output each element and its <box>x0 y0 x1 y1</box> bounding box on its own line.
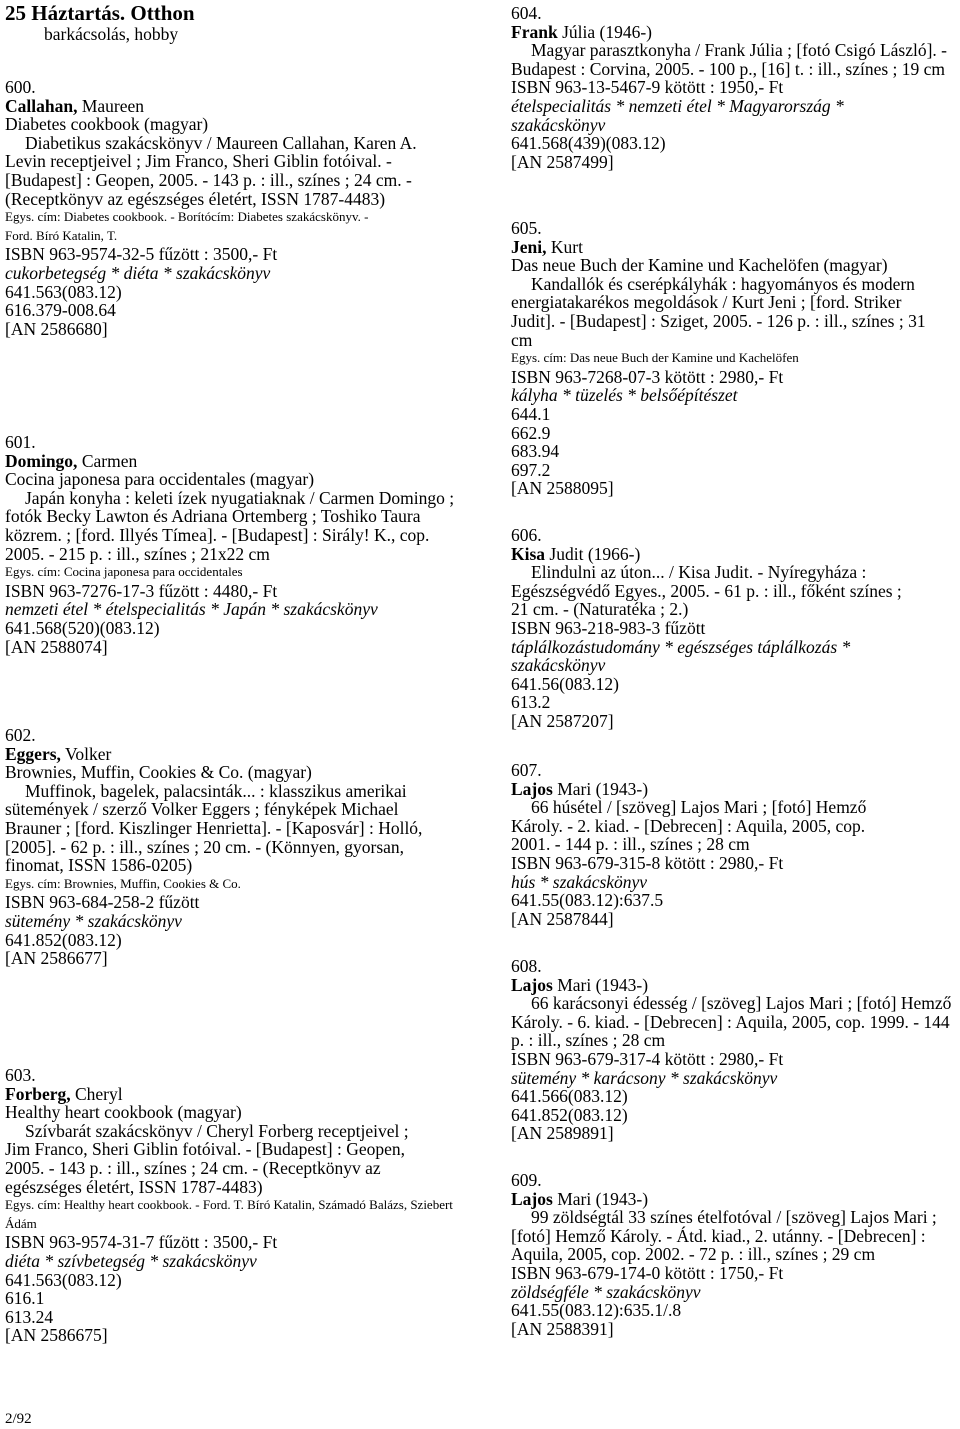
entry-author: Jeni, Kurt <box>511 236 583 257</box>
entry-subjects: sütemény * szakácskönyv <box>5 910 182 931</box>
entry-isbn: ISBN 963-7268-07-3 kötött : 2980,- Ft <box>511 366 784 387</box>
entry-author: Frank Júlia (1946-) <box>511 21 652 42</box>
entry-code: 641.568(439)(083.12) <box>511 133 666 154</box>
entry-code: 641.55(083.12):635.1/.8 <box>511 1300 682 1321</box>
entry-isbn: ISBN 963-13-5467-9 kötött : 1950,- Ft <box>511 77 784 98</box>
entry-number: 604. <box>511 3 542 23</box>
catalog-entry-604 <box>511 4 960 171</box>
entry-number: 602. <box>5 725 36 745</box>
page-number: 2/92 <box>5 1411 32 1427</box>
entry-code: [AN 2586675] <box>5 1325 108 1346</box>
entry-code: 641.563(083.12) <box>5 1269 122 1290</box>
entry-description: Japán konyha : keleti ízek nyugatiaknak / Carmen Domingo ; fotók Becky Lawton és Adriana Ortemberg ; Toshiko Taura közrem. ; [ford. Illyés Tímea]. - [Budapest] : Sirály! K., cop. 2005. - 215 p. : ill., színes ; 21x22 cm <box>5 487 455 564</box>
entry-author: Kisa Judit (1966-) <box>511 543 641 564</box>
entry-number: 606. <box>511 525 542 545</box>
entry-isbn: ISBN 963-679-315-8 kötött : 2980,- Ft <box>511 852 784 873</box>
entry-code: 662.9 <box>511 422 551 443</box>
entry-code: [AN 2587844] <box>511 908 614 929</box>
catalog-entry-606 <box>511 526 960 731</box>
entry-description: Kandallók és cserépkályhák : hagyományos és modern energiatakarékos megoldások / Kurt Jeni ; [ford. Striker Judit]. - [Budapest] : Sziget, 2005. - 126 p. : ill., színes ; 31 cm <box>511 273 926 350</box>
entry-number: 603. <box>5 1065 36 1085</box>
entry-description: 66 karácsonyi édesség / [szöveg] Lajos Mari ; [fotó] Hemző Károly. - 6. kiad. - [Debrecen] : Aquila, 2005, cop. 1999. - 144 p. : ill., színes ; 28 cm <box>511 993 952 1051</box>
entry-code: 683.94 <box>511 441 560 462</box>
catalog-entry-603 <box>5 1066 495 1345</box>
entry-number: 605. <box>511 218 542 238</box>
entry-number: 601. <box>5 432 36 452</box>
entry-author: Forberg, Cheryl <box>5 1083 123 1104</box>
entry-code: [AN 2589891] <box>511 1123 614 1144</box>
entry-isbn: ISBN 963-684-258-2 fűzött <box>5 892 200 913</box>
entry-code: [AN 2587207] <box>511 710 614 731</box>
entry-description: 66 húsétel / [szöveg] Lajos Mari ; [fotó] Hemző Károly. - 2. kiad. - [Debrecen] : Aquila, 2005, cop. 2001. - 144 p. : ill., színes ; 28 cm <box>511 797 867 855</box>
entry-code: 641.852(083.12) <box>511 1104 628 1125</box>
entry-subjects: cukorbetegség * diéta * szakácskönyv <box>5 262 271 283</box>
entry-subjects: táplálkozástudomány * egészséges táplálkozás * szakácskönyv <box>511 636 851 676</box>
entry-code: 613.24 <box>5 1306 54 1327</box>
entry-original-title: Healthy heart cookbook (magyar) <box>5 1102 242 1123</box>
entry-number: 607. <box>511 760 542 780</box>
entry-description: 99 zöldségtál 33 színes ételfotóval / [szöveg] Lajos Mari ; [fotó] Hemző Károly. - Átd. kiad., 2. utánny. - [Debrecen] : Aquila, 2005, cop. 2002. - 72 p. : ill., színes ; 29 cm <box>511 1207 937 1265</box>
entry-code: [AN 2586680] <box>5 318 108 339</box>
entry-note: Egys. cím: Brownies, Muffin, Cookies & Co. <box>5 875 241 891</box>
entry-subjects: hús * szakácskönyv <box>511 871 648 892</box>
entry-note: Egys. cím: Cocina japonesa para occidentales <box>5 564 243 580</box>
entry-code: 697.2 <box>511 459 551 480</box>
entry-isbn: ISBN 963-7276-17-3 fűzött : 4480,- Ft <box>5 580 278 601</box>
entry-author: Lajos Mari (1943-) <box>511 1188 649 1209</box>
entry-code: 641.563(083.12) <box>5 281 122 302</box>
entry-subjects: kályha * tüzelés * belsőépítészet <box>511 385 738 406</box>
entry-note: Egys. cím: Das neue Buch der Kamine und Kachelöfen <box>511 350 799 366</box>
entry-note: Egys. cím: Diabetes cookbook. - Borítócím: Diabetes szakácskönyv. - Ford. Bíró Katalin, T. <box>5 209 369 243</box>
entry-isbn: ISBN 963-9574-31-7 fűzött : 3500,- Ft <box>5 1232 278 1253</box>
section-title: 25 Háztartás. Otthon <box>5 1 195 25</box>
entry-code: [AN 2588391] <box>511 1318 614 1339</box>
catalog-entry-609 <box>511 1171 960 1338</box>
entry-code: [AN 2586677] <box>5 948 108 969</box>
entry-subjects: ételspecialitás * nemzeti étel * Magyarország * szakácskönyv <box>511 95 844 135</box>
entry-subjects: sütemény * karácsony * szakácskönyv <box>511 1067 778 1088</box>
entry-description: Magyar parasztkonyha / Frank Júlia ; [fotó Csigó László]. - Budapest : Corvina, 2005. - 100 p., [16] t. : ill., színes ; 19 cm <box>511 40 948 79</box>
catalog-entry-605 <box>511 219 960 498</box>
entry-code: 641.566(083.12) <box>511 1086 628 1107</box>
entry-isbn: ISBN 963-218-983-3 fűzött <box>511 617 706 638</box>
entry-code: 641.55(083.12):637.5 <box>511 890 664 911</box>
catalog-entry-607 <box>511 761 960 928</box>
entry-number: 609. <box>511 1170 542 1190</box>
entry-original-title: Das neue Buch der Kamine und Kachelöfen (magyar) <box>511 255 888 276</box>
entry-author: Lajos Mari (1943-) <box>511 974 649 995</box>
entry-original-title: Brownies, Muffin, Cookies & Co. (magyar) <box>5 762 312 783</box>
entry-code: 641.568(520)(083.12) <box>5 617 160 638</box>
entry-isbn: ISBN 963-679-174-0 kötött : 1750,- Ft <box>511 1262 784 1283</box>
catalog-entry-602 <box>5 726 495 968</box>
entry-code: [AN 2588095] <box>511 478 614 499</box>
entry-code: 613.2 <box>511 692 551 713</box>
entry-subjects: diéta * szívbetegség * szakácskönyv <box>5 1250 257 1271</box>
entry-number: 608. <box>511 956 542 976</box>
entry-isbn: ISBN 963-9574-32-5 fűzött : 3500,- Ft <box>5 244 278 265</box>
entry-original-title: Diabetes cookbook (magyar) <box>5 114 209 135</box>
entry-code: [AN 2587499] <box>511 151 614 172</box>
entry-subjects: zöldségféle * szakácskönyv <box>511 1281 701 1302</box>
entry-note: Egys. cím: Healthy heart cookbook. - Ford. T. Bíró Katalin, Számadó Balázs, Sziebert Ádám <box>5 1197 453 1231</box>
section-subtitle: barkácsolás, hobby <box>44 24 179 44</box>
entry-number: 600. <box>5 77 36 97</box>
entry-code: 616.379-008.64 <box>5 300 116 321</box>
entry-subjects: nemzeti étel * ételspecialitás * Japán * szakácskönyv <box>5 599 378 620</box>
catalog-entry-608 <box>511 957 960 1143</box>
entry-author: Callahan, Maureen <box>5 95 145 116</box>
entry-author: Lajos Mari (1943-) <box>511 778 649 799</box>
entry-description: Muffinok, bagelek, palacsinták... : klasszikus amerikai sütemények / szerző Volker Eggers ; fényképek Michael Brauner ; [ford. Kiszlinger Henrietta]. - [Kaposvár] : Holló, [2005]. - 62 p. : ill., színes ; 20 cm. - (Könnyen, gyorsan, finomat, ISSN 1586-0205) <box>5 780 423 876</box>
entry-code: [AN 2588074] <box>5 636 108 657</box>
entry-code: 641.852(083.12) <box>5 929 122 950</box>
catalog-entry-601 <box>5 433 495 656</box>
entry-code: 644.1 <box>511 403 551 424</box>
entry-isbn: ISBN 963-679-317-4 kötött : 2980,- Ft <box>511 1048 784 1069</box>
entry-description: Elindulni az úton... / Kisa Judit. - Nyíregyháza : Egészségvédő Egyes., 2005. - 61 p. : ill., főként színes ; 21 cm. - (Naturatéka ; 2.) <box>511 562 902 620</box>
entry-description: Szívbarát szakácskönyv / Cheryl Forberg receptjeivel ; Jim Franco, Sheri Giblin fotóival. - [Budapest] : Geopen, 2005. - 143 p. : ill., színes ; 24 cm. - (Receptkönyv az egészséges életért, ISSN 1787-4483) <box>5 1120 409 1197</box>
entry-description: Diabetikus szakácskönyv / Maureen Callahan, Karen A. Levin receptjeivel ; Jim Franco, Sheri Giblin fotóival. - [Budapest] : Geopen, 2005. - 143 p. : ill., színes ; 24 cm. - (Receptkönyv az egészséges életért, ISSN 1787-4483) <box>5 132 417 209</box>
entry-original-title: Cocina japonesa para occidentales (magyar) <box>5 469 315 490</box>
entry-code: 641.56(083.12) <box>511 673 619 694</box>
catalog-entry-600 <box>5 78 495 338</box>
entry-author: Eggers, Volker <box>5 743 112 764</box>
entry-author: Domingo, Carmen <box>5 450 138 471</box>
entry-code: 616.1 <box>5 1288 45 1309</box>
